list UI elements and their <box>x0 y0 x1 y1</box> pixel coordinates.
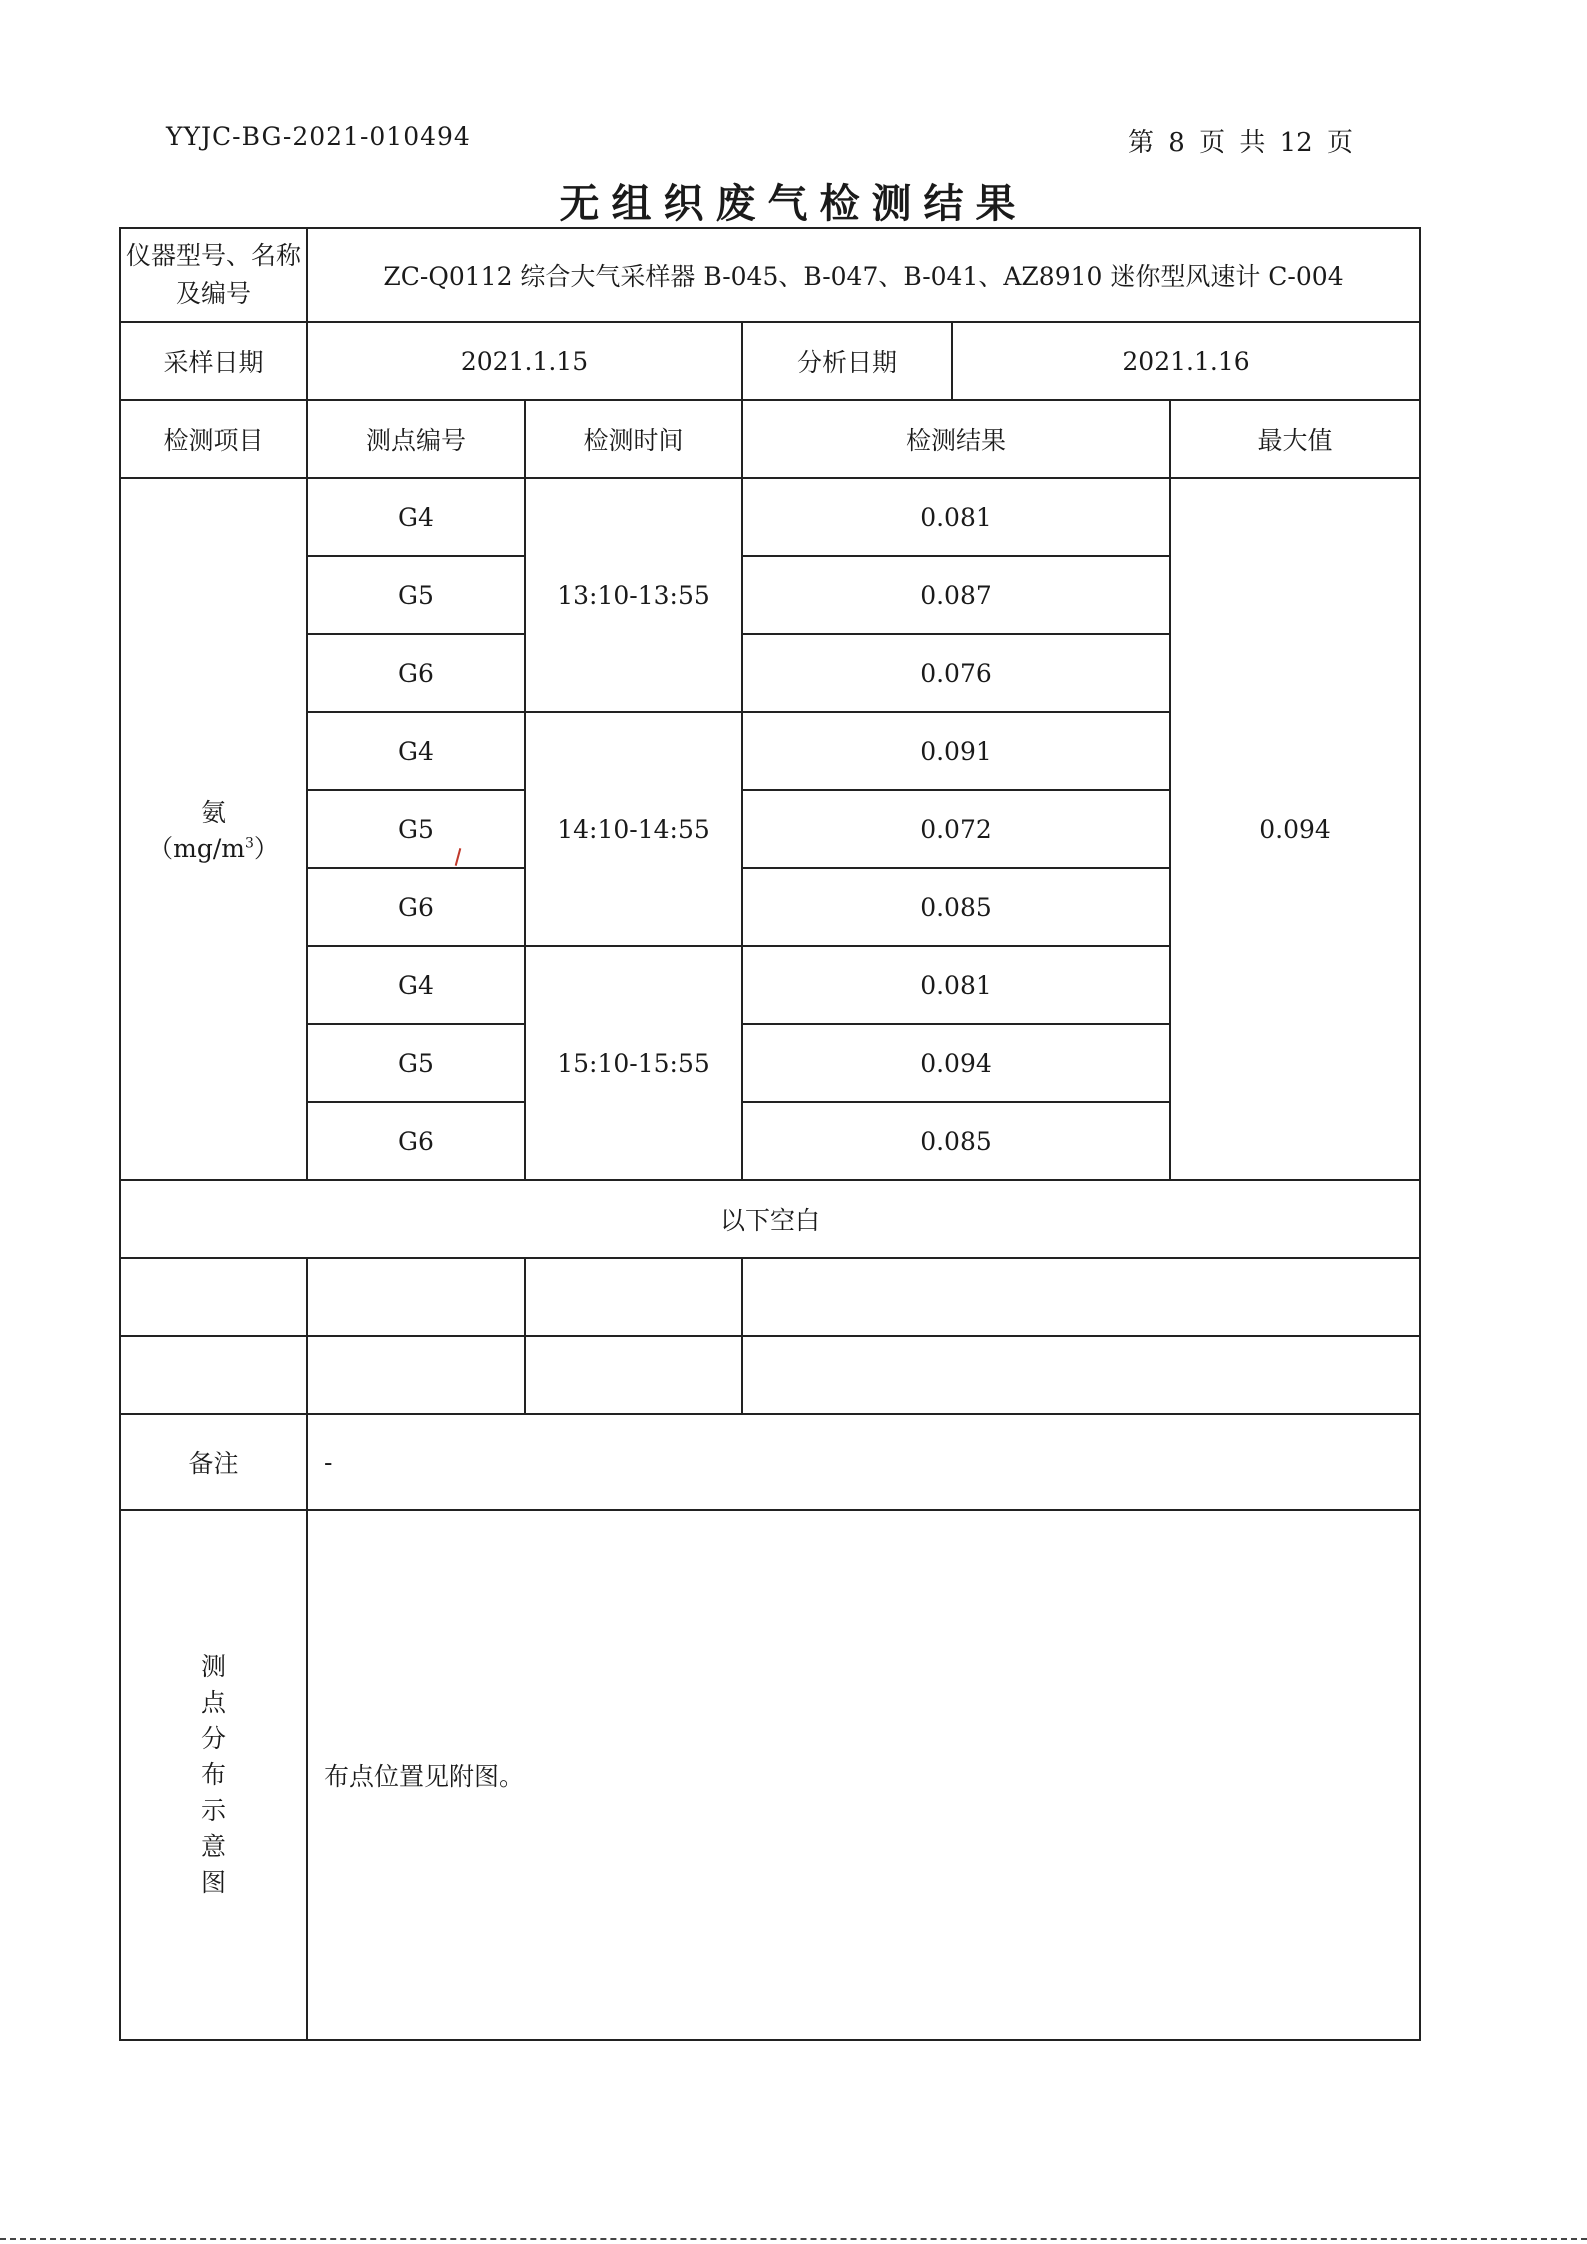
result-cell: 0.085 <box>742 1102 1170 1180</box>
sampling-date-value: 2021.1.15 <box>307 322 742 400</box>
point-cell: G6 <box>307 634 525 712</box>
empty-cell <box>525 1258 742 1336</box>
remarks-value: - <box>307 1414 1420 1510</box>
remarks-row <box>120 1414 1420 1510</box>
result-cell: 0.076 <box>742 634 1170 712</box>
result-cell: 0.072 <box>742 790 1170 868</box>
column-header-item: 检测项目 <box>120 400 307 478</box>
empty-cell <box>742 1258 1420 1336</box>
page-info: 第 8 页 共 12 页 <box>1128 128 1353 158</box>
sampling-date-label: 采样日期 <box>120 322 307 400</box>
point-cell: G5 <box>307 556 525 634</box>
empty-cell <box>525 1336 742 1414</box>
time-cell: 13:10-13:55 <box>525 478 742 712</box>
empty-cell <box>120 1258 307 1336</box>
column-header-max: 最大值 <box>1170 400 1420 478</box>
point-cell: G4 <box>307 946 525 1024</box>
item-cell <box>120 478 307 1180</box>
result-cell: 0.081 <box>742 478 1170 556</box>
time-cell: 15:10-15:55 <box>525 946 742 1180</box>
point-cell: G6 <box>307 868 525 946</box>
instrument-row <box>120 228 1420 322</box>
column-header-row <box>120 400 1420 478</box>
scan-edge-line <box>0 2238 1587 2240</box>
column-header-point: 测点编号 <box>307 400 525 478</box>
instrument-value: ZC-Q0112 综合大气采样器 B-045、B-047、B-041、AZ8910 迷你型风速计 C-004 <box>307 228 1420 322</box>
empty-cell <box>120 1336 307 1414</box>
column-header-result: 检测结果 <box>742 400 1170 478</box>
result-cell: 0.091 <box>742 712 1170 790</box>
page-title: 无组织废气检测结果 <box>559 180 1028 227</box>
dates-row <box>120 322 1420 400</box>
distribution-label: 测 点 分 布 示 意 图 <box>120 1510 307 2040</box>
empty-row <box>120 1336 1420 1414</box>
remarks-label: 备注 <box>120 1414 307 1510</box>
analysis-date-label: 分析日期 <box>742 322 952 400</box>
point-cell: G6 <box>307 1102 525 1180</box>
distribution-row <box>120 1510 1420 2040</box>
distribution-value: 布点位置见附图。 <box>307 1510 1420 2040</box>
table-row <box>120 478 1420 556</box>
blank-note: 以下空白 <box>120 1180 1420 1258</box>
result-cell: 0.085 <box>742 868 1170 946</box>
point-cell: G5 <box>307 1024 525 1102</box>
report-number: YYJC-BG-2021-010494 <box>166 122 471 151</box>
empty-row <box>120 1258 1420 1336</box>
result-cell: 0.094 <box>742 1024 1170 1102</box>
analysis-date-value: 2021.1.16 <box>952 322 1420 400</box>
instrument-label: 仪器型号、名称及编号 <box>120 228 307 322</box>
blank-note-row <box>120 1180 1420 1258</box>
empty-cell <box>307 1258 525 1336</box>
item-name: 氨 <box>200 798 226 827</box>
empty-cell <box>742 1336 1420 1414</box>
results-table <box>119 227 1421 2041</box>
max-value-cell: 0.094 <box>1170 478 1420 1180</box>
item-unit: $(mg/m^3)$ <box>148 834 279 863</box>
point-cell: G4 <box>307 712 525 790</box>
point-cell: G4 <box>307 478 525 556</box>
result-cell: 0.081 <box>742 946 1170 1024</box>
empty-cell <box>307 1336 525 1414</box>
time-cell: 14:10-14:55 <box>525 712 742 946</box>
point-cell: G5 <box>307 790 525 868</box>
column-header-time: 检测时间 <box>525 400 742 478</box>
result-cell: 0.087 <box>742 556 1170 634</box>
